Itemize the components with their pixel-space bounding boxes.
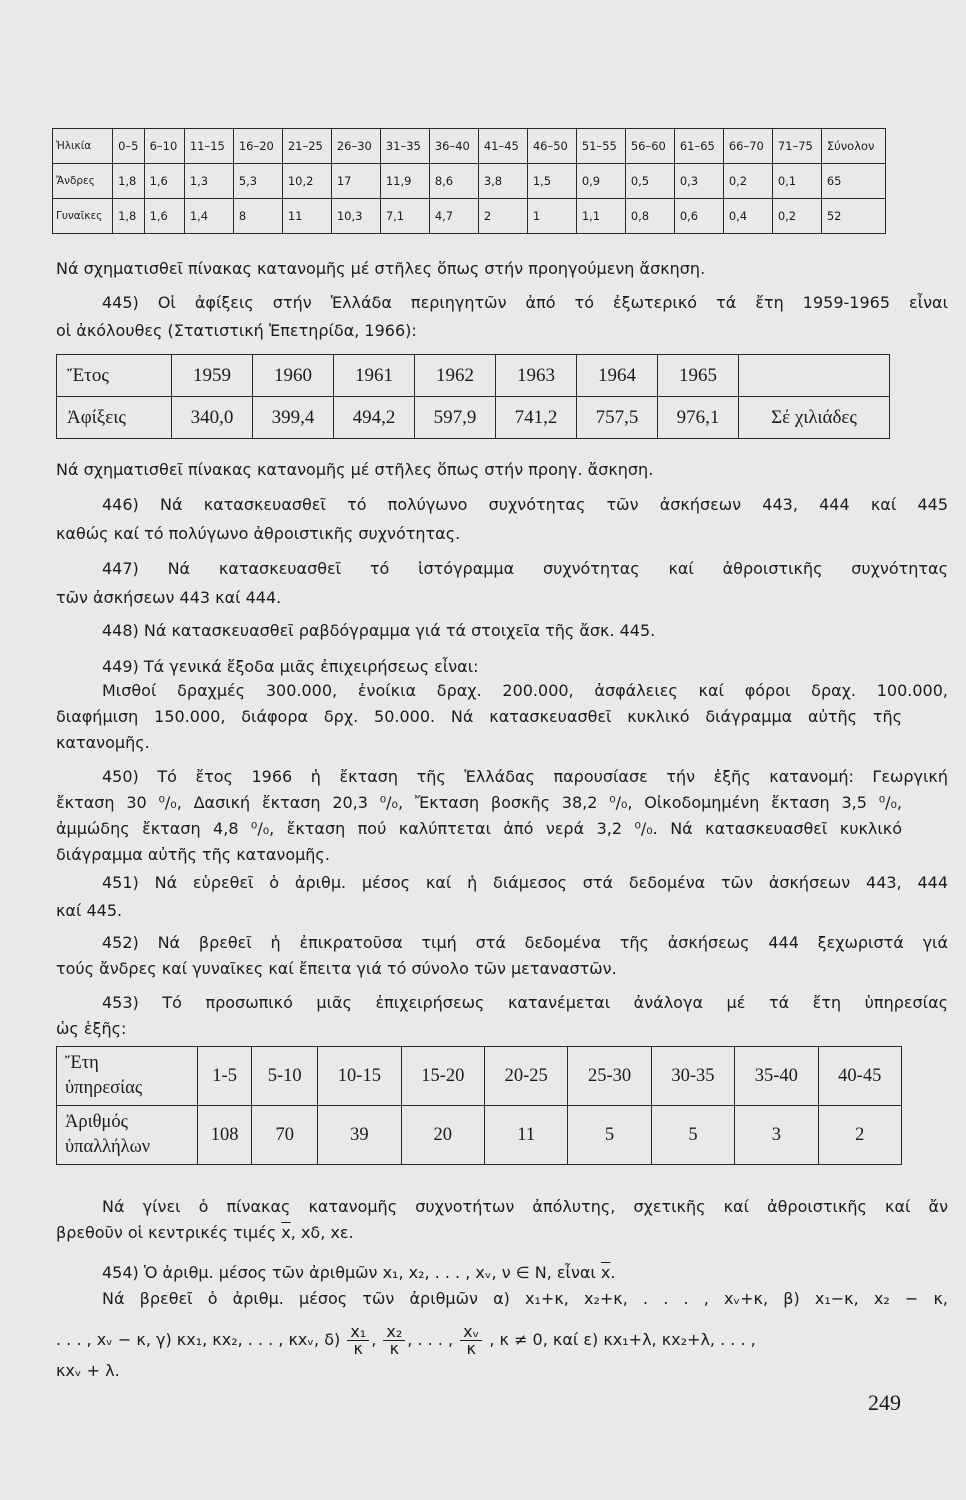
- table-row: [57, 355, 890, 397]
- table-cell: 399,4: [253, 397, 334, 439]
- table-header-cell: 46–50: [527, 129, 576, 164]
- arrivals-table: [56, 354, 890, 439]
- label-line: Ἀριθμός: [65, 1112, 128, 1133]
- table-cell: 7,1: [380, 199, 429, 234]
- exercise-450-line-1: 450) Τό ἔτος 1966 ἡ ἔκταση τῆς Ἑλλάδας παρουσίασε τήν ἑξῆς κατανομή: Γεωργική: [102, 767, 948, 786]
- table-cell: 1964: [577, 355, 658, 397]
- table-cell: 494,2: [334, 397, 415, 439]
- row-label-arrivals: Ἀφίξεις: [57, 397, 172, 439]
- row-label-year: Ἔτος: [57, 355, 172, 397]
- table-header-cell: 16–20: [233, 129, 282, 164]
- table-cell: 40-45: [818, 1047, 901, 1106]
- table-cell: 1,3: [184, 164, 233, 199]
- text-span: 454) Ὁ ἀριθμ. μέσος τῶν ἀριθμῶν x₁, x₂, . . . , xᵥ, ν ∈ N, εἶναι: [102, 1263, 601, 1282]
- table-header-cell: 6–10: [144, 129, 184, 164]
- table-header-cell: 21–25: [282, 129, 331, 164]
- paragraph: Νά σχηματισθεῖ πίνακας κατανομῆς μέ στῆλες ὅπως στήν προηγούμενη ἄσκηση.: [56, 259, 706, 278]
- table-cell: 108: [198, 1106, 252, 1165]
- text-span: .: [610, 1263, 616, 1282]
- table-cell: 1,4: [184, 199, 233, 234]
- table-cell: 11: [282, 199, 331, 234]
- exercise-449-line-4: κατανομῆς.: [56, 733, 150, 752]
- table-cell: 1959: [172, 355, 253, 397]
- table-cell: 0,2: [723, 164, 772, 199]
- table-cell: 0,8: [625, 199, 674, 234]
- table-row: [53, 199, 886, 234]
- text-span: , κ ≠ 0, καί ε) κx₁+λ, κx₂+λ, . . . ,: [489, 1330, 756, 1349]
- table-cell: 70: [252, 1106, 318, 1165]
- numerator: xᵥ: [460, 1324, 482, 1341]
- table-cell: 597,9: [415, 397, 496, 439]
- table-cell: 8: [233, 199, 282, 234]
- table-row: [57, 1106, 902, 1165]
- exercise-451-line-2: καί 445.: [56, 901, 123, 920]
- table-cell: 11,9: [380, 164, 429, 199]
- exercise-452-line-2: τούς ἄνδρες καί γυναῖκες καί ἔπειτα γιά τό σύνολο τῶν μεταναστῶν.: [56, 959, 617, 978]
- table-cell: 1,5: [527, 164, 576, 199]
- table-cell: 741,2: [496, 397, 577, 439]
- after-table-line-1: Νά γίνει ὁ πίνακας κατανομῆς συχνοτήτων ἀπόλυτης, σχετικῆς καί ἀθροιστικῆς καί ἄν: [102, 1197, 948, 1216]
- table-cell: 0,2: [772, 199, 821, 234]
- table-header-cell: 61–65: [674, 129, 723, 164]
- table-cell: 5-10: [252, 1047, 318, 1106]
- row-label-men: Ἄνδρες: [53, 164, 113, 199]
- table-cell: 340,0: [172, 397, 253, 439]
- exercise-452-line-1: 452) Νά βρεθεῖ ἡ ἐπικρατοῦσα τιμή στά δεδομένα τῆς ἀσκήσεως 444 ξεχωριστά γιά: [102, 933, 948, 952]
- exercise-453-line-2: ὡς ἑξῆς:: [56, 1019, 127, 1038]
- table-cell: 757,5: [577, 397, 658, 439]
- exercise-454-line-1: [56, 1262, 948, 1284]
- table-header-cell: 66–70: [723, 129, 772, 164]
- table-row: [53, 164, 886, 199]
- exercise-450-line-3: ἀμμώδης ἔκταση 4,8 ⁰/₀, ἔκταση πού καλύπτεται ἀπό νερά 3,2 ⁰/₀. Νά κατασκευασθεῖ κυκλικό: [56, 819, 902, 838]
- exercise-449-line-2: Μισθοί δραχμές 300.000, ἐνοίκια δραχ. 200.000, ἀσφάλειες καί φόροι δραχ. 100.000,: [102, 681, 948, 700]
- table-header-cell: 26–30: [331, 129, 380, 164]
- table-cell: 1965: [658, 355, 739, 397]
- table-cell: 976,1: [658, 397, 739, 439]
- table-cell-empty: [739, 355, 890, 397]
- exercise-451-line-1: 451) Νά εὑρεθεῖ ὁ ἀριθμ. μέσος καί ἡ διάμεσος στά δεδομένα τῶν ἀσκήσεων 443, 444: [102, 873, 948, 892]
- table-cell: 5: [568, 1106, 651, 1165]
- exercise-454-line-2: Νά βρεθεῖ ὁ ἀριθμ. μέσος τῶν ἀριθμῶν α) x₁+κ, x₂+κ, . . . , xᵥ+κ, β) x₁−κ, x₂ − κ,: [102, 1289, 948, 1308]
- table-cell: 20: [401, 1106, 484, 1165]
- table-cell: 2: [818, 1106, 901, 1165]
- table-cell: 2: [478, 199, 527, 234]
- table-cell: 1963: [496, 355, 577, 397]
- label-line: ὑπηρεσίας: [65, 1078, 143, 1098]
- exercise-449-line-1: 449) Τά γενικά ἔξοδα μιᾶς ἐπιχειρήσεως εἶναι:: [102, 657, 479, 676]
- table-cell: 10,2: [282, 164, 331, 199]
- exercise-450-line-4: διάγραμμα αὐτῆς τῆς κατανομῆς.: [56, 845, 330, 864]
- table-cell: 0,9: [576, 164, 625, 199]
- table-header-cell: 71–75: [772, 129, 821, 164]
- exercise-447-line-2: τῶν ἀσκήσεων 443 καί 444.: [56, 588, 282, 607]
- table-header-row: [53, 129, 886, 164]
- unit-cell: Σέ χιλιάδες: [739, 397, 890, 439]
- label-line: ὑπαλλήλων: [65, 1137, 151, 1157]
- table-cell: 65: [821, 164, 885, 199]
- after-table-line-2: [56, 1222, 902, 1244]
- table-cell: 5,3: [233, 164, 282, 199]
- table-cell: 1-5: [198, 1047, 252, 1106]
- text-span: . . . , xᵥ − κ, γ) κx₁, κx₂, . . . , κxᵥ, δ): [56, 1330, 341, 1349]
- table-cell: 0,3: [674, 164, 723, 199]
- table-cell: 1,1: [576, 199, 625, 234]
- service-years-table: [56, 1046, 902, 1165]
- table-cell: 1: [527, 199, 576, 234]
- table-cell: 11: [484, 1106, 567, 1165]
- exercise-450-line-2: ἔκταση 30 ⁰/₀, Δασική ἔκταση 20,3 ⁰/₀, Ἔκταση βοσκῆς 38,2 ⁰/₀, Οἰκοδομημένη ἔκταση 3,5 ⁰/₀,: [56, 793, 902, 812]
- table-row: [57, 397, 890, 439]
- exercise-447-line-1: 447) Νά κατασκευασθεῖ τό ἱστόγραμμα συχνότητας καί ἀθροιστικῆς συχνότητας: [102, 559, 948, 578]
- row-label-service-years: [57, 1047, 198, 1106]
- table-header-cell: 51–55: [576, 129, 625, 164]
- text-span: , xδ, xε.: [290, 1223, 354, 1242]
- numerator: x₂: [383, 1324, 405, 1341]
- exercise-448: 448) Νά κατασκευασθεῖ ραβδόγραμμα γιά τά στοιχεῖα τῆς ἄσκ. 445.: [102, 621, 656, 640]
- paragraph: Νά σχηματισθεῖ πίνακας κατανομῆς μέ στῆλες ὅπως στήν προηγ. ἄσκηση.: [56, 460, 654, 479]
- table-header-cell: Ἡλικία: [53, 129, 113, 164]
- exercise-453-line-1: 453) Τό προσωπικό μιᾶς ἐπιχειρήσεως κατανέμεται ἀνάλογα μέ τά ἔτη ὑπηρεσίας: [102, 993, 948, 1012]
- exercise-454-line-4: κxᵥ + λ.: [56, 1361, 120, 1380]
- table-cell: 8,6: [429, 164, 478, 199]
- exercise-454-line-3: . . . , xᵥ − κ, γ) κx₁, κx₂, . . . , κxᵥ, δ) $\frac{\text{x₁}}{\kappa}$ , $\frac{\text{x₂}}{\kappa}$ , . . . , $\frac{\text{xᵥ}}{\kappa}$ , κ ≠ 0, καί ε) κx₁+λ, κx₂+λ, . . . ,: [56, 1322, 756, 1358]
- exercise-449-line-3: διαφήμιση 150.000, διάφορα δρχ. 50.000. Νά κατασκευασθεῖ κυκλικό διάγραμμα αὐτῆς τῆς: [56, 707, 902, 726]
- exercise-445-line-2: οἱ ἀκόλουθες (Στατιστική Ἐπετηρίδα, 1966):: [56, 321, 417, 340]
- exercise-446-line-2: καθώς καί τό πολύγωνο ἀθροιστικῆς συχνότητας.: [56, 524, 461, 543]
- table-header-cell: 56–60: [625, 129, 674, 164]
- mean-symbol: $\overline{x}$: [281, 1223, 291, 1242]
- table-header-cell: 41–45: [478, 129, 527, 164]
- mean-symbol: $\overline{x}$: [600, 1263, 611, 1282]
- table-header-cell: 31–35: [380, 129, 429, 164]
- page-number: 249: [868, 1390, 901, 1415]
- table-cell: 1962: [415, 355, 496, 397]
- table-cell: 0,5: [625, 164, 674, 199]
- table-cell: 25-30: [568, 1047, 651, 1106]
- row-label-employees: [57, 1106, 198, 1165]
- table-cell: 1,6: [144, 164, 184, 199]
- table-header-cell: 36–40: [429, 129, 478, 164]
- denominator: κ: [389, 1339, 400, 1358]
- table-header-cell: Σύνολον: [821, 129, 885, 164]
- table-cell: 52: [821, 199, 885, 234]
- denominator: κ: [466, 1339, 476, 1358]
- table-cell: 0,6: [674, 199, 723, 234]
- table-cell: 1,6: [144, 199, 184, 234]
- table-cell: 10,3: [331, 199, 380, 234]
- table-cell: 0,4: [723, 199, 772, 234]
- exercise-445-line-1: 445) Οἱ ἀφίξεις στήν Ἑλλάδα περιηγητῶν ἀπό τό ἐξωτερικό τά ἔτη 1959-1965 εἶναι: [102, 293, 948, 312]
- exercise-446-line-1: 446) Νά κατασκευασθεῖ τό πολύγωνο συχνότητας τῶν ἀσκήσεων 443, 444 καί 445: [102, 495, 948, 514]
- table-cell: 15-20: [401, 1047, 484, 1106]
- table-cell: 0,1: [772, 164, 821, 199]
- table-header-cell: 11–15: [184, 129, 233, 164]
- table-cell: 1,8: [113, 199, 145, 234]
- text-span: βρεθοῦν οἱ κεντρικές τιμές: [56, 1223, 282, 1242]
- row-label-women: Γυναῖκες: [53, 199, 113, 234]
- table-cell: 35-40: [735, 1047, 818, 1106]
- table-cell: 39: [318, 1106, 401, 1165]
- table-cell: 10-15: [318, 1047, 401, 1106]
- table-cell: 1960: [253, 355, 334, 397]
- table-cell: 3,8: [478, 164, 527, 199]
- fraction: [383, 1324, 405, 1357]
- denominator: κ: [353, 1339, 363, 1358]
- age-distribution-table: [52, 128, 886, 234]
- fraction: [347, 1324, 369, 1357]
- table-cell: 5: [651, 1106, 734, 1165]
- table-cell: 30-35: [651, 1047, 734, 1106]
- table-cell: 1,8: [113, 164, 145, 199]
- table-header-cell: 0–5: [113, 129, 145, 164]
- numerator: x₁: [347, 1324, 369, 1341]
- fraction: [460, 1324, 482, 1357]
- label-line: Ἔτη: [65, 1053, 99, 1074]
- table-cell: 20-25: [484, 1047, 567, 1106]
- table-cell: 17: [331, 164, 380, 199]
- table-cell: 3: [735, 1106, 818, 1165]
- table-cell: 1961: [334, 355, 415, 397]
- table-row: [57, 1047, 902, 1106]
- table-cell: 4,7: [429, 199, 478, 234]
